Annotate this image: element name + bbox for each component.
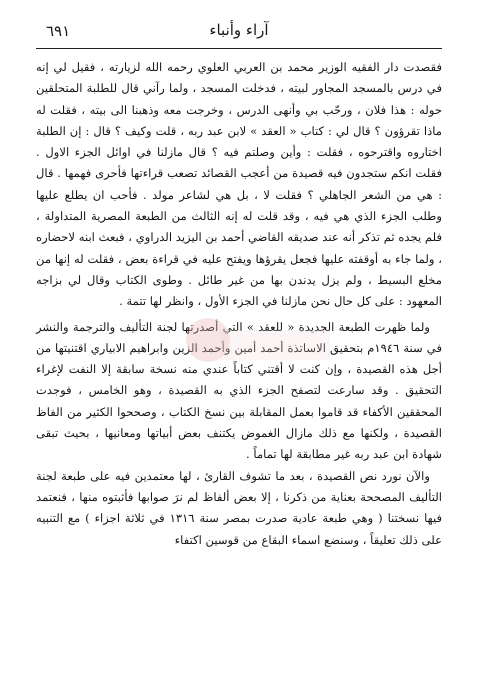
paragraph-1: فقصدت دار الفقيه الوزير محمد بن العربي العلوي رحمه الله لزيارته ، فقيل لي إنه في درس بالمسجد المجاور لبيته ، فدخلت المسجد ، ولما رآني قال للطلبة المتحلقين حوله : هذا فلان ، ورحّب بي وأنهى الدرس ، وخرجت معه وذهبنا الى بيته ، فقلت له ماذا تقرؤون ؟ قال لي : كتاب « العقد » لابن عبد ربه ، قلت وكيف ؟ قال : إن الطلبة اختاروه واقترحوه ، فقلت : وأين وصلتم فيه ؟ قال مازلنا في اوائل الجزء الاول . فقلت انكم ستجدون فيه قصيدة من أعجب القصائد تصعب قراءتها فأحرى فهمها . قال : هي من الشعر الجاهلي ؟ فقلت لا ، بل هي لشاعر مولد . فأحب ان يطلع عليها وطلب الجزء الذي هي فيه ، وقد قلت له إنه الثالث من الطبعة المصرية المتداولة ، فلم يجده ثم تذكر أنه عند صديقه القاضي أحمد بن اليزيد الدراوي ، فبعث ابنه لاحضاره ، ولما جاء به أوقفته عليها فجعل يقرؤها ويفتح عليه في قراءة بعض ، فقلت له إنها من مخلع البسيط ، ولم يزل يدندن بها من غير طائل . وطوى الكتاب وقال لي بزاجه المعهود : على كل حال نحن مازلنا في الجزء الأول ، وانظر لها تتمة . [36, 60, 443, 309]
body-text [36, 57, 442, 551]
paragraph-3: والآن نورد نص القصيدة ، بعد ما تشوف القارئ ، لها معتمدين فيه على طبعة لجنة التأليف المصححة بعناية من ذكرنا ، إلا بعض ألفاظ لم نرَ صوابها فأثبتوه منها ، فنعتمد فيها نسختنا ( وهي طبعة عادية صدرت بمصر سنة ١٣١٦ في ثلاثة اجزاء ) مع التنبيه على ذلك تعليقاً ، وسنضع اسماء البقاع من قوسين اكتفاء [36, 468, 442, 547]
running-title: آراء وأنباء [209, 21, 269, 39]
paragraph-2: ولما ظهرت الطبعة الجديدة « للعقد » التي أصدرتها لجنة التأليف والترجمة والنشر في سنة ١٩٤٦م بتحقيق الاساتذة أحمد أمين وأحمد الزين وابراهيم الابياري اقتنيتها من أجل هذه القصيدة ، وإن كنت لا أقتني كتاباً عندي منه نسخة سابقة إلا النفت لإغراء التحقيق . وقد سارعت لتصفح الجزء الذي به القصيدة ، وهو الخامس ، فوجدت المحققين الأكفاء قد قاموا بعمل المقابلة بين نسخ الكتاب ، وصححوا الكثير من الفاظ القصيدة ، ولكنها مع ذلك مازال الغموض يكتنف بعض أبياتها ومعانيها ، بحيث تبقى شهادة ابن عبد ربه غير مطابقة لها تماماً . [36, 319, 442, 462]
header-rule [36, 48, 442, 49]
page-number: ٦٩١ [46, 22, 71, 40]
page-header [36, 18, 442, 48]
